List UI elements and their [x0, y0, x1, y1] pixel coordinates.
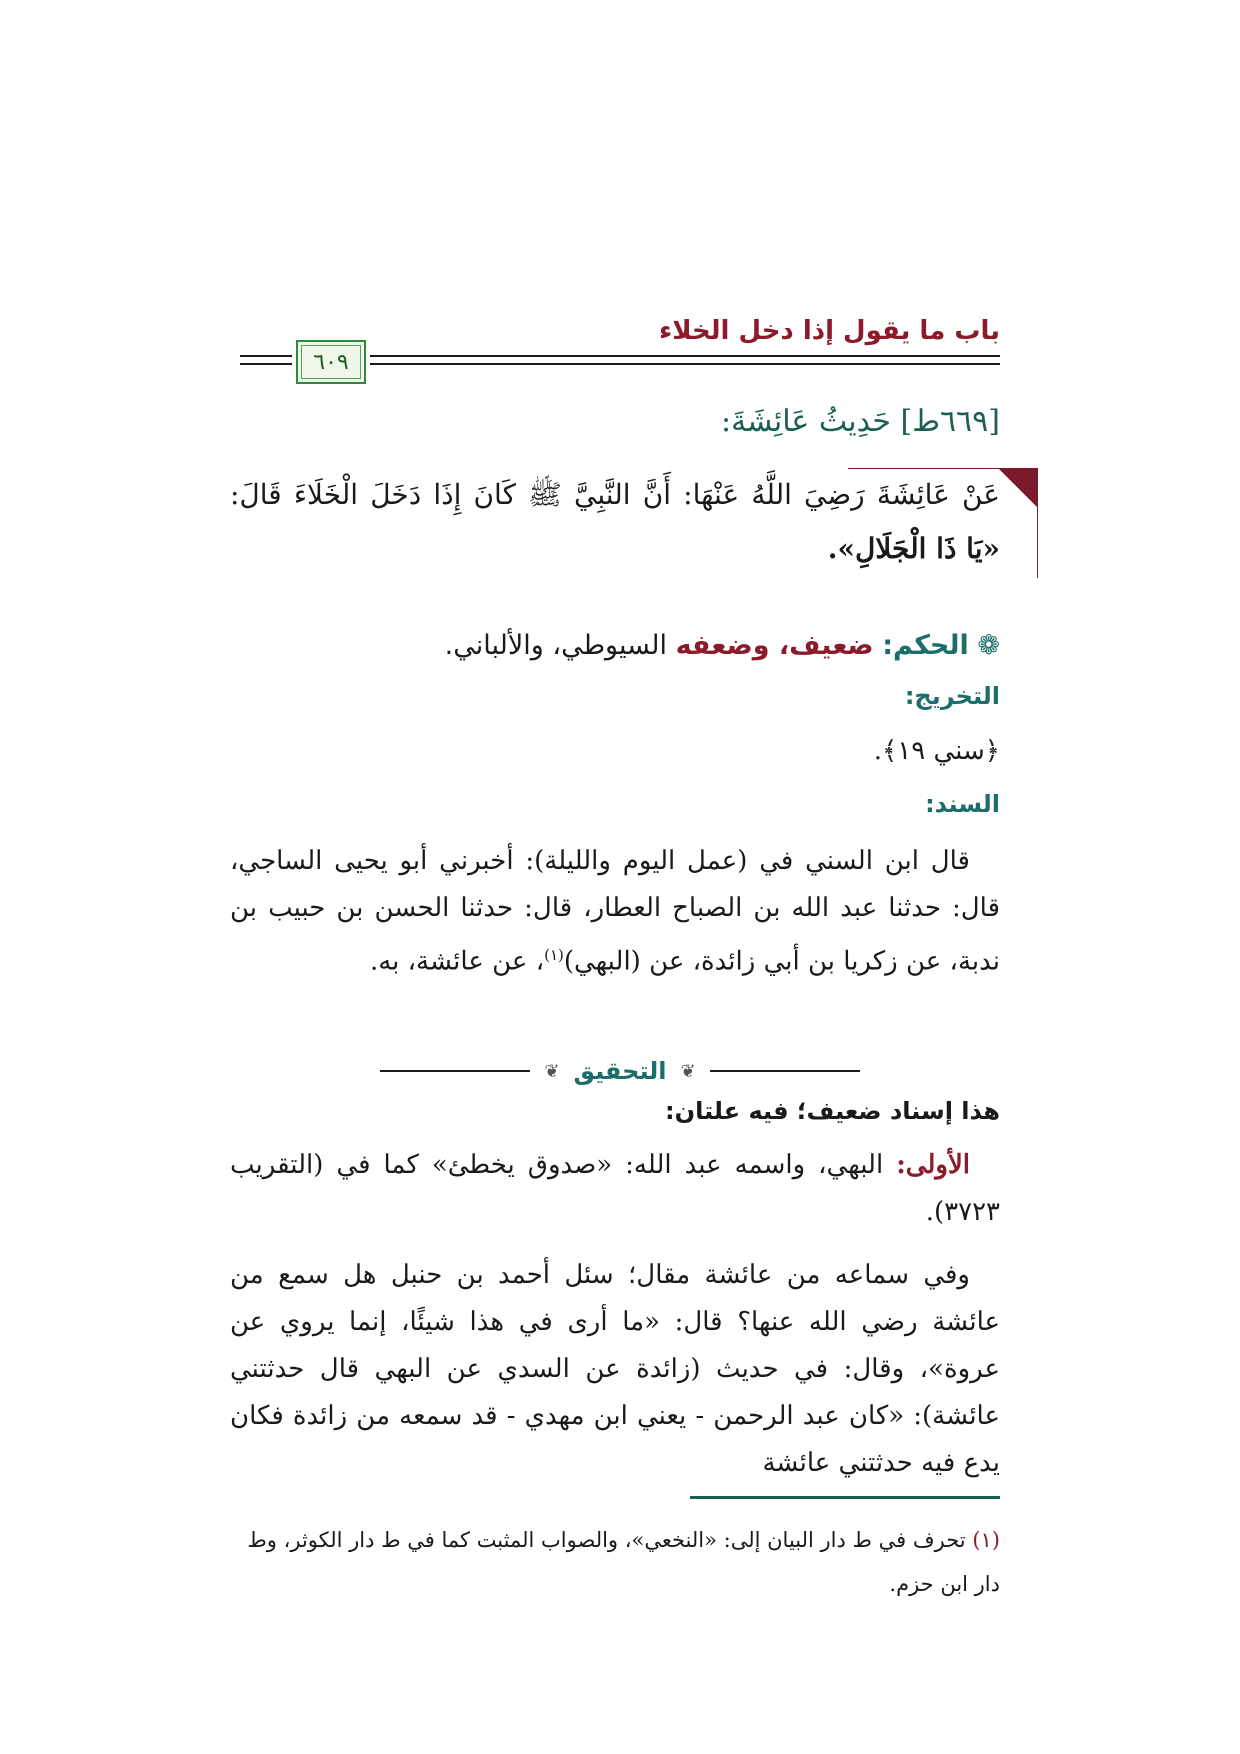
box-top-line	[848, 468, 1038, 469]
sanad-text: قال ابن السني في (عمل اليوم والليلة): أخبرني أبو يحيى الساجي، قال: حدثنا عبد الله بن الصباح العطار، قال: حدثنا الحسن بن حبيب بن ندبة، عن زكريا بن أبي زائدة، عن (البهي)	[230, 846, 1000, 977]
page-number-badge	[296, 340, 366, 384]
divider-line-right	[710, 1070, 860, 1072]
divider-ornament-icon: ❦	[544, 1060, 560, 1082]
hadith-body: عَنْ عَائِشَةَ رَضِيَ اللَّهُ عَنْهَا: أَنَّ النَّبِيَّ ﷺ كَانَ إِذَا دَخَلَ الْخَلَاءَ قَالَ:	[230, 478, 1000, 511]
hadith-dua: «يَا ذَا الْجَلَالِ».	[827, 532, 1000, 565]
running-title: باب ما يقول إذا دخل الخلاء	[658, 316, 1000, 346]
hadith-text	[230, 468, 1000, 576]
first-defect-text: البهي، واسمه عبد الله: «صدوق يخطئ» كما في (التقريب ٣٧٢٣).	[230, 1150, 1000, 1227]
footnote	[230, 1518, 1000, 1606]
tahqiq-divider	[370, 1056, 870, 1086]
header-rule-right-2	[370, 363, 1000, 365]
divider-label: التحقيق	[573, 1057, 667, 1085]
ruling-label: الحكم:	[882, 630, 969, 661]
hadith-box	[230, 468, 1000, 580]
ruling-rest: السيوطي، والألباني.	[444, 630, 667, 661]
box-side-line	[1037, 468, 1038, 578]
flower-ornament-icon: ❁	[977, 630, 1000, 661]
divider-ornament-icon: ❦	[680, 1060, 696, 1082]
takhrij-label: التخريج:	[904, 682, 1000, 710]
first-defect-paragraph	[230, 1142, 1000, 1236]
sanad-tail: ، عن عائشة، به.	[369, 946, 545, 977]
ruling-grade: ضعيف، وضعفه	[675, 630, 874, 661]
hearing-paragraph: وفي سماعه من عائشة مقال؛ سئل أحمد بن حنبل هل سمع من عائشة رضي الله عنها؟ قال: «ما أرى في هذا شيئًا، إنما يروي عن عروة»، وقال: في حديث (زائدة عن السدي عن البهي قال حدثتني عائشة): «كان عبد الرحمن - يعني ابن مهدي - قد سمعه من زائدة فكان يدع فيه حدثتني عائشة	[230, 1260, 1000, 1478]
tahqiq-statement: هذا إسناد ضعيف؛ فيه علتان:	[665, 1097, 1000, 1125]
footnote-text: تحرف في ط دار البيان إلى: «النخعي»، والصواب المثبت كما في ط دار الكوثر، وط دار ابن حزم.	[247, 1528, 1000, 1596]
corner-ornament	[998, 468, 1038, 508]
header-rule-left	[240, 355, 292, 357]
page-number: ٦٠٩	[313, 349, 349, 375]
ruling-line	[445, 630, 1000, 661]
sanad-paragraph	[230, 838, 1000, 986]
first-defect-label: الأولى:	[896, 1150, 971, 1180]
hadith-heading: [٦٦٩ط] حَدِيثُ عَائِشَةَ:	[720, 404, 1000, 439]
takhrij-reference: ﴿سني ١٩﴾.	[873, 736, 1000, 766]
header-rule-left-2	[240, 363, 292, 365]
divider-line-left	[380, 1070, 530, 1072]
sanad-label: السند:	[925, 790, 1000, 818]
footnote-rule	[690, 1496, 1000, 1499]
footnote-mark: (١)	[544, 946, 564, 964]
footnote-number: (١)	[972, 1528, 1000, 1552]
header-rule-right	[370, 355, 1000, 357]
